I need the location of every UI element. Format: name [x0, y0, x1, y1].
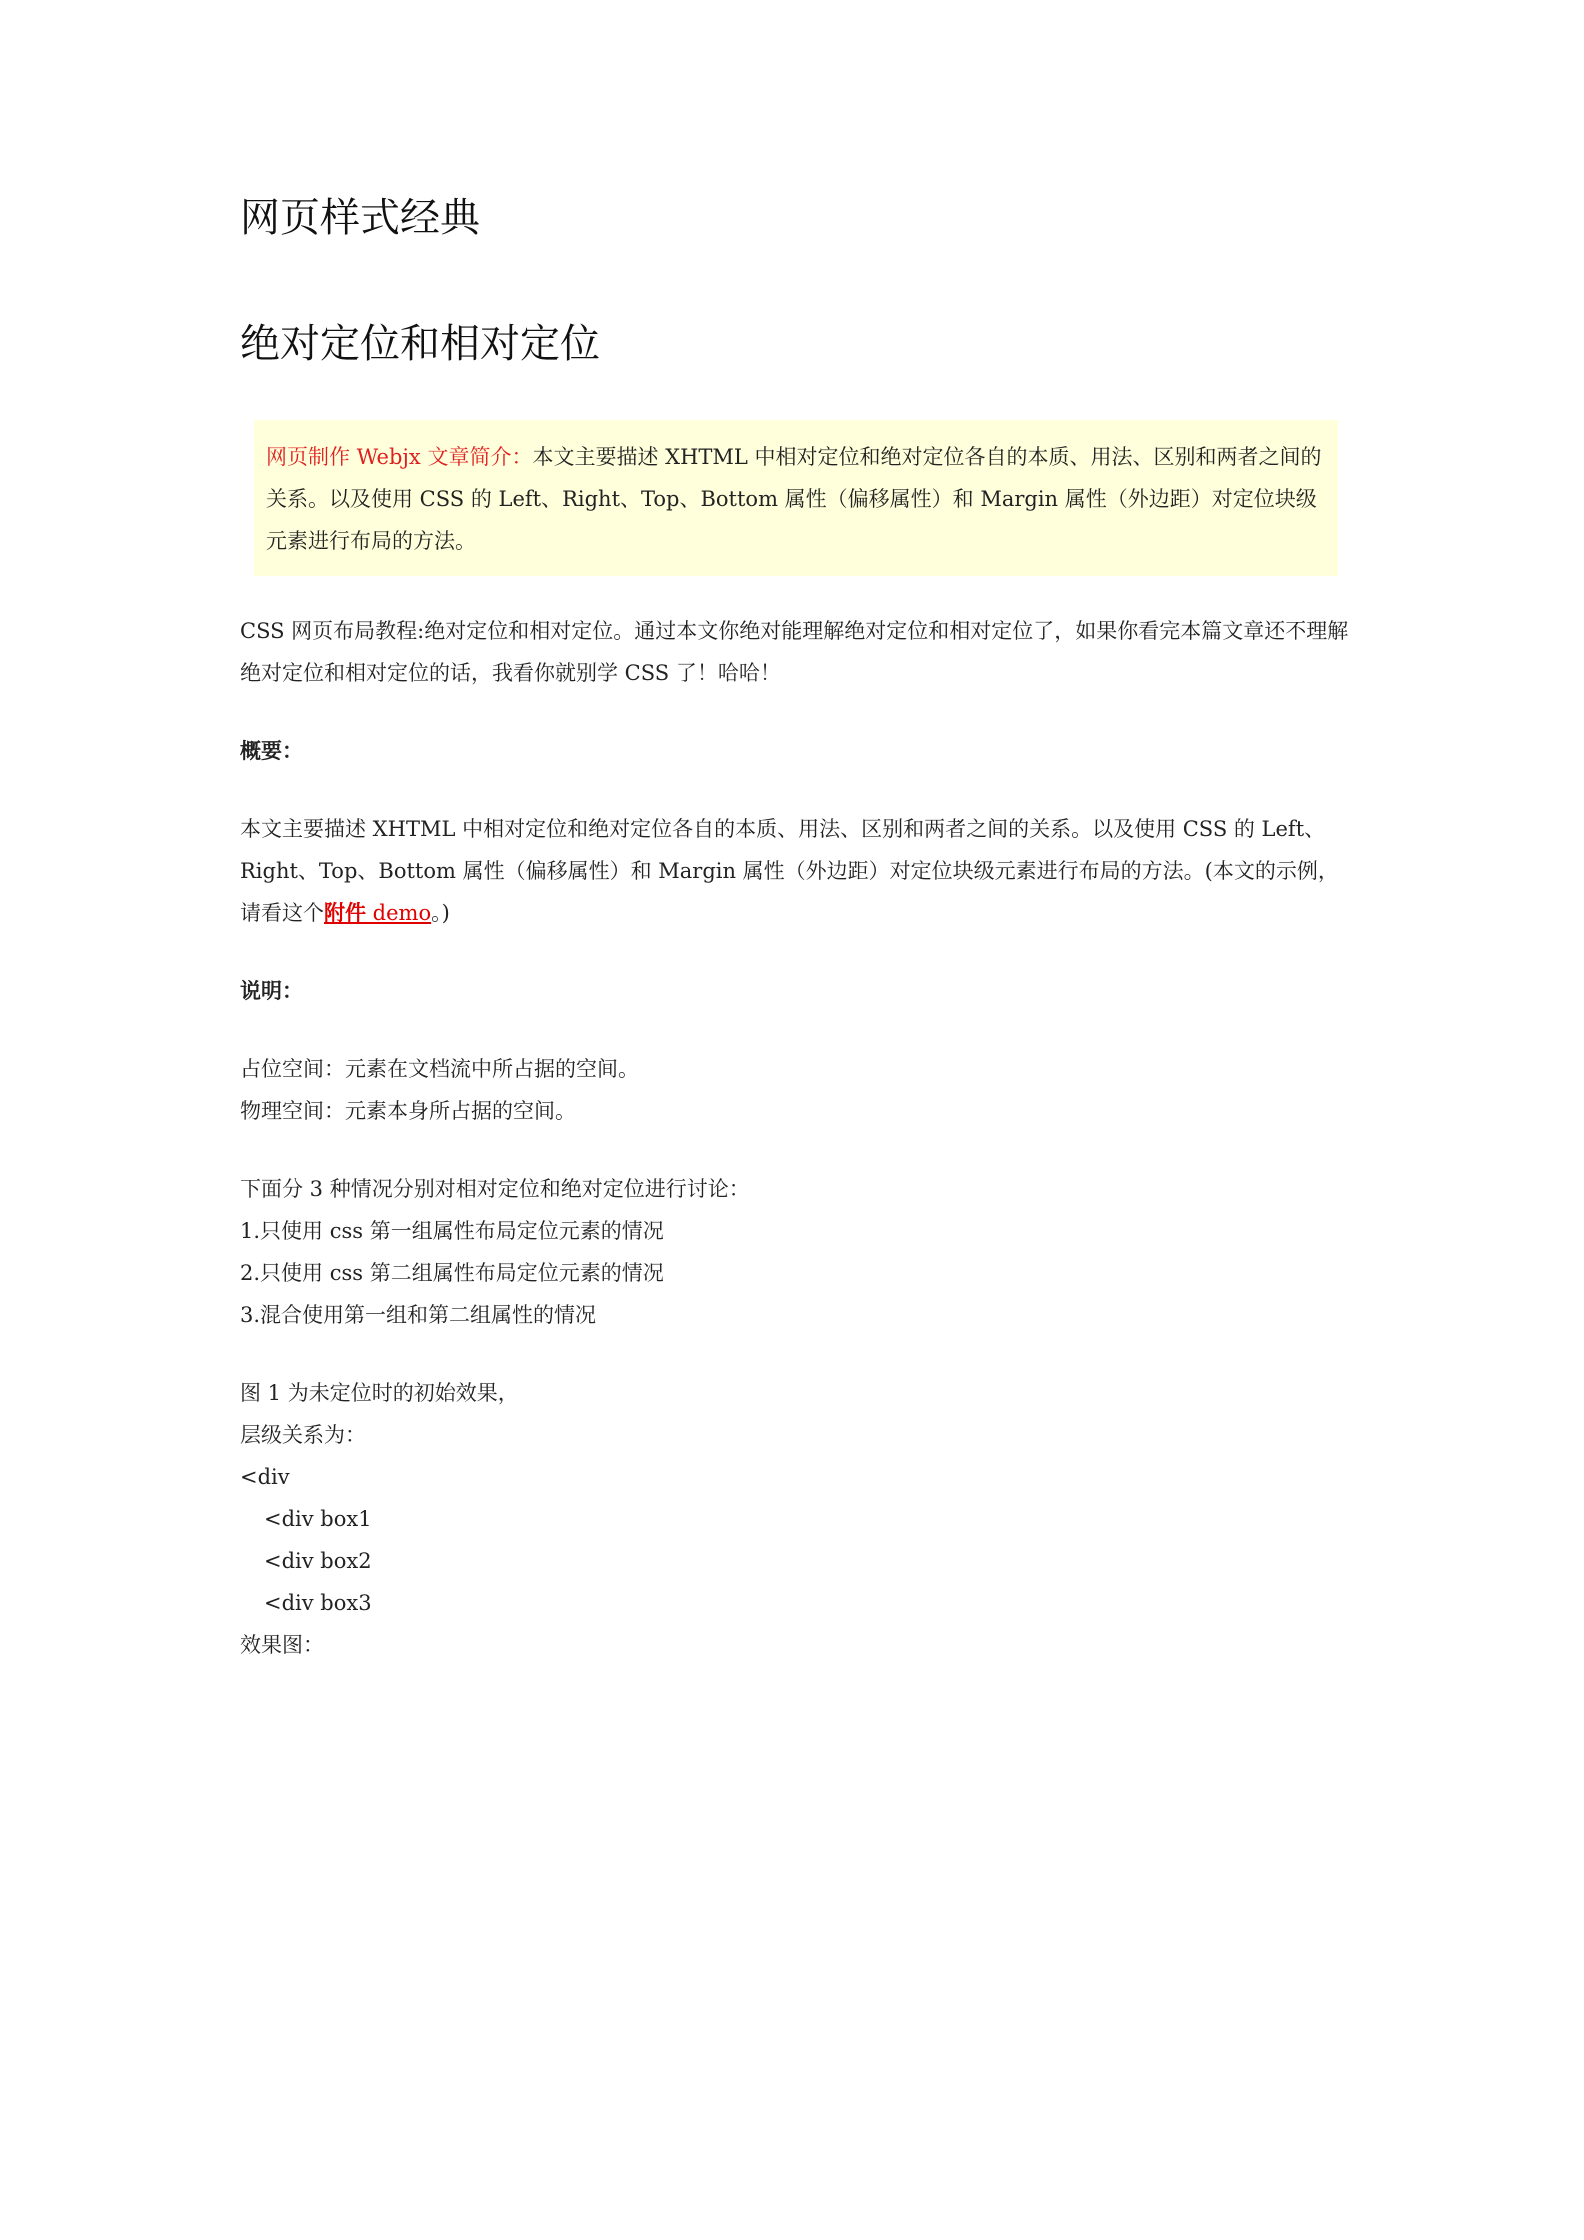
figure-section [240, 1372, 1350, 1666]
explain-line: 物理空间：元素本身所占据的空间。 [240, 1099, 576, 1123]
case-item: 1.只使用 css 第一组属性布局定位元素的情况 [240, 1219, 664, 1243]
demo-link[interactable] [324, 901, 431, 925]
overview-paragraph [240, 808, 1350, 934]
demo-link-strong: 附件 [324, 900, 366, 925]
code-child: <div box2 [264, 1549, 372, 1573]
demo-link-rest: demo [366, 901, 432, 925]
code-child: <div box1 [264, 1507, 372, 1531]
overview-after-link: 。) [431, 901, 450, 925]
effect-label: 效果图： [240, 1633, 324, 1657]
intro-box [254, 420, 1338, 576]
case-item: 2.只使用 css 第二组属性布局定位元素的情况 [240, 1261, 664, 1285]
code-root: <div [240, 1465, 290, 1489]
cases-intro: 下面分 3 种情况分别对相对定位和绝对定位进行讨论： [240, 1177, 750, 1201]
overview-text: 本文主要描述 XHTML 中相对定位和绝对定位各自的本质、用法、区别和两者之间的关系。以及使用 CSS 的 Left、Right、Top、Bottom 属性（偏移属性）和 Margin 属性（外边距）对定位块级元素进行布局的方法。(本文的示例，请看这个 [240, 817, 1339, 925]
hierarchy-label: 层级关系为： [240, 1423, 366, 1447]
article-title: 绝对定位和相对定位 [240, 321, 600, 367]
figure-caption: 图 1 为未定位时的初始效果， [240, 1381, 519, 1405]
intro-label: 网页制作 Webjx 文章简介： [266, 445, 533, 469]
overview-heading: 概要： [240, 739, 303, 763]
case-item: 3.混合使用第一组和第二组属性的情况 [240, 1303, 597, 1327]
lead-paragraph: CSS 网页布局教程:绝对定位和相对定位。通过本文你绝对能理解绝对定位和相对定位了，如果你看完本篇文章还不理解绝对定位和相对定位的话，我看你就别学 CSS 了！哈哈！ [240, 619, 1349, 685]
explain-heading: 说明： [240, 979, 303, 1003]
explain-list [240, 1048, 1350, 1132]
site-title: 网页样式经典 [240, 195, 480, 241]
explain-line: 占位空间：元素在文档流中所占据的空间。 [240, 1057, 639, 1081]
cases-list [240, 1168, 1350, 1336]
intro-text: 本文主要描述 XHTML 中相对定位和绝对定位各自的本质、用法、区别和两者之间的关系。以及使用 CSS 的 Left、Right、Top、Bottom 属性（偏移属性）和 Margin 属性（外边距）对定位块级元素进行布局的方法。 [266, 445, 1322, 553]
document-page [240, 190, 1350, 1666]
code-child: <div box3 [264, 1591, 372, 1615]
